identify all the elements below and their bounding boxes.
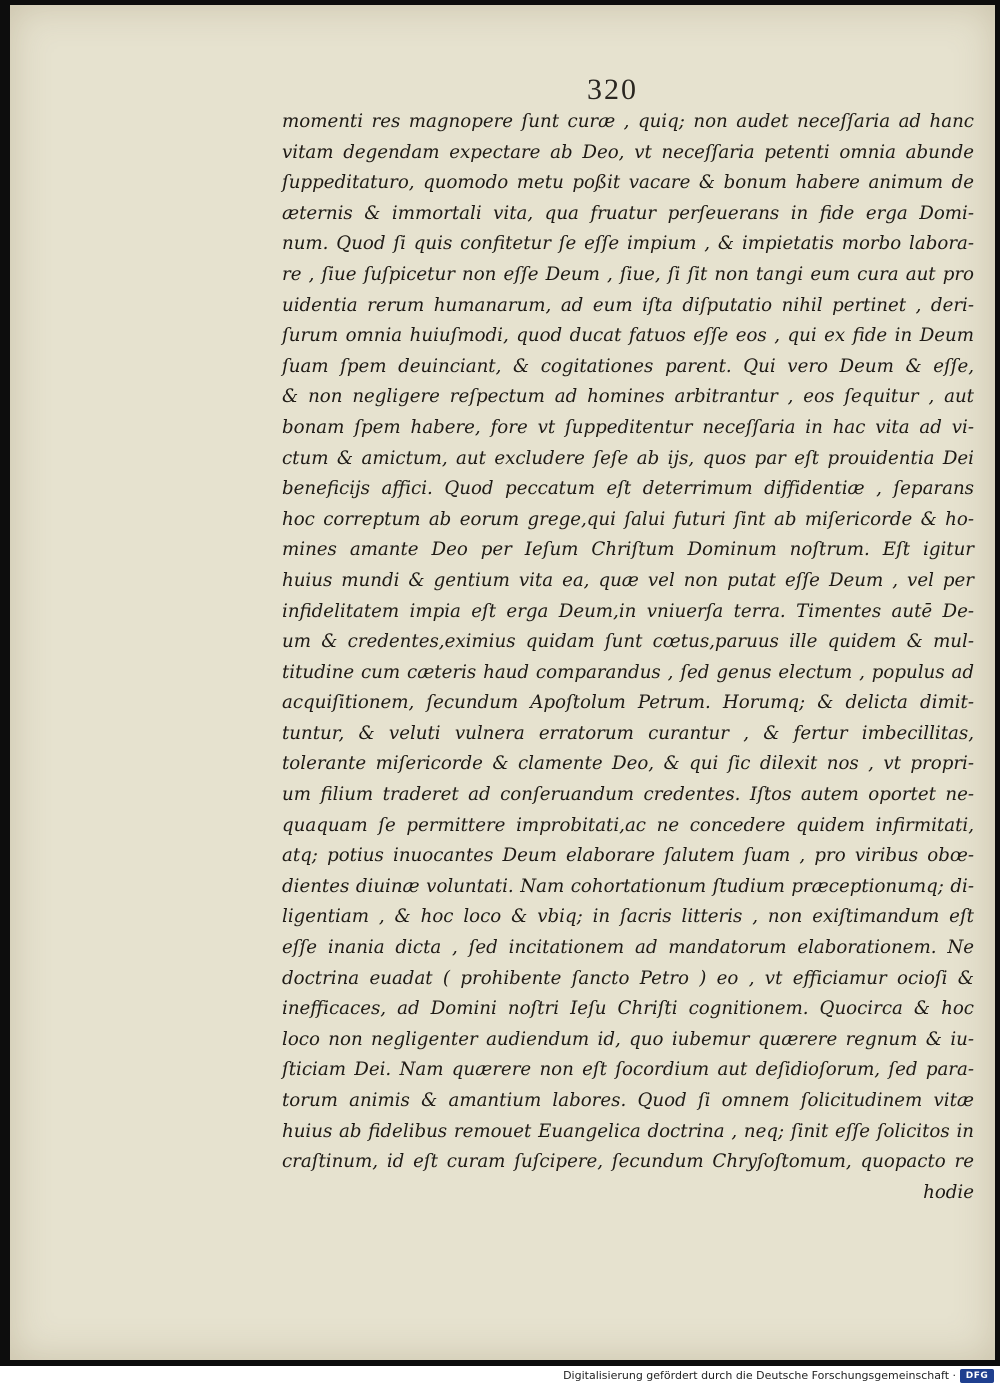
text-line: acquiſitionem, ſecundum Apoſtolum Petrum. Horumq; & delicta dimit-	[282, 692, 974, 714]
book-page	[10, 5, 995, 1360]
text-line: ſuam ſpem deuinciant, & cogitationes parent. Qui vero Deum & eſſe,	[282, 355, 974, 377]
text-line: beneficijs affici. Quod peccatum eſt deterrimum diffidentiæ , ſeparans	[282, 478, 974, 500]
text-line: hoc correptum ab eorum grege,qui ſalui futuri ſint ab miſericorde & ho-	[282, 508, 974, 530]
text-line: huius ab fidelibus remouet Euangelica doctrina , neq; ſinit eſſe ſolicitos in	[282, 1120, 974, 1142]
text-line: dientes diuinæ voluntati. Nam cohortationum ſtudium præceptionumq; di-	[282, 875, 974, 897]
text-line: craſtinum, id eſt curam ſuſcipere, ſecundum Chryſoſtomum, quopacto re	[282, 1151, 974, 1173]
text-line: ſticiam Dei. Nam quærere non eſt ſocordium aut deſidioſorum, ſed para-	[282, 1059, 974, 1081]
body-text	[282, 107, 974, 1208]
text-line: vitam degendam expectare ab Deo, vt neceſſaria petenti omnia abunde	[282, 141, 974, 163]
text-line: num. Quod ſi quis confitetur ſe eſſe impium , & impietatis morbo labora-	[282, 233, 974, 255]
text-line: titudine cum cæteris haud comparandus , ſed genus electum , populus ad	[282, 661, 974, 683]
text-line: & non negligere reſpectum ad homines arbitrantur , eos ſequitur , aut	[282, 386, 974, 408]
text-line: hodie	[923, 1181, 974, 1203]
text-line: quaquam ſe permittere improbitati,ac ne concedere quidem infirmitati,	[282, 814, 974, 836]
funding-credit: Digitalisierung gefördert durch die Deutsche Forschungsgemeinschaft ·	[563, 1369, 956, 1382]
text-line: æternis & immortali vita, qua fruatur perſeuerans in fide erga Domi-	[282, 202, 974, 224]
text-line: ſurum omnia huiuſmodi, quod ducat fatuos eſſe eos , qui ex fide in Deum	[282, 325, 974, 347]
text-line: mines amante Deo per Ieſum Chriſtum Dominum noſtrum. Eſt igitur	[282, 539, 974, 561]
text-line: tuntur, & veluti vulnera erratorum curantur , & fertur imbecillitas,	[282, 722, 974, 744]
text-line: atq; potius inuocantes Deum elaborare ſalutem ſuam , pro viribus obœ-	[282, 845, 974, 867]
text-line: uidentia rerum humanarum, ad eum iſta diſputatio nihil pertinet , deri-	[282, 294, 974, 316]
text-line: inefficaces, ad Domini noſtri Ieſu Chriſti cognitionem. Quocirca & hoc	[282, 998, 974, 1020]
text-line: torum animis & amantium labores. Quod ſi omnem ſolicitudinem vitæ	[282, 1090, 974, 1111]
text-line: re , ſiue ſuſpicetur non eſſe Deum , ſiue, ſi ſit non tangi eum cura aut pro	[282, 263, 974, 285]
text-line: ctum & amictum, aut excludere ſeſe ab ijs, quos par eſt prouidentia Dei	[282, 447, 974, 469]
text-line: momenti res magnopere ſunt curæ , quiq; non audet neceſſaria ad hanc	[282, 111, 974, 132]
dfg-logo: DFG	[960, 1369, 994, 1383]
text-line: ſuppeditaturo, quomodo metu poßit vacare & bonum habere animum de	[282, 172, 974, 194]
text-line: eſſe inania dicta , ſed incitationem ad mandatorum elaborationem. Ne	[282, 937, 974, 959]
text-line: infidelitatem impia eſt erga Deum,in vniuerſa terra. Timentes autē De-	[282, 600, 974, 622]
page-number: 320	[587, 73, 638, 106]
text-line: tolerante miſericorde & clamente Deo, & qui ſic dilexit nos , vt propri-	[282, 753, 974, 775]
text-line: doctrina euadat ( prohibente ſancto Petro ) eo , vt efficiamur ocioſi &	[282, 967, 974, 989]
text-line: loco non negligenter audiendum id, quo iubemur quærere regnum & iu-	[282, 1028, 974, 1050]
text-line: um & credentes,eximius quidam ſunt cœtus,paruus ille quidem & mul-	[282, 631, 974, 653]
footer-bar	[0, 1366, 1000, 1387]
text-line: huius mundi & gentium vita ea, quæ vel non putat eſſe Deum , vel per	[282, 569, 974, 591]
text-line: ligentiam , & hoc loco & vbiq; in ſacris litteris , non exiſtimandum eſt	[282, 906, 974, 928]
text-line: um filium traderet ad conſeruandum credentes. Iſtos autem oportet ne-	[282, 784, 974, 806]
text-line: bonam ſpem habere, fore vt ſuppeditentur neceſſaria in hac vita ad vi-	[282, 416, 974, 438]
